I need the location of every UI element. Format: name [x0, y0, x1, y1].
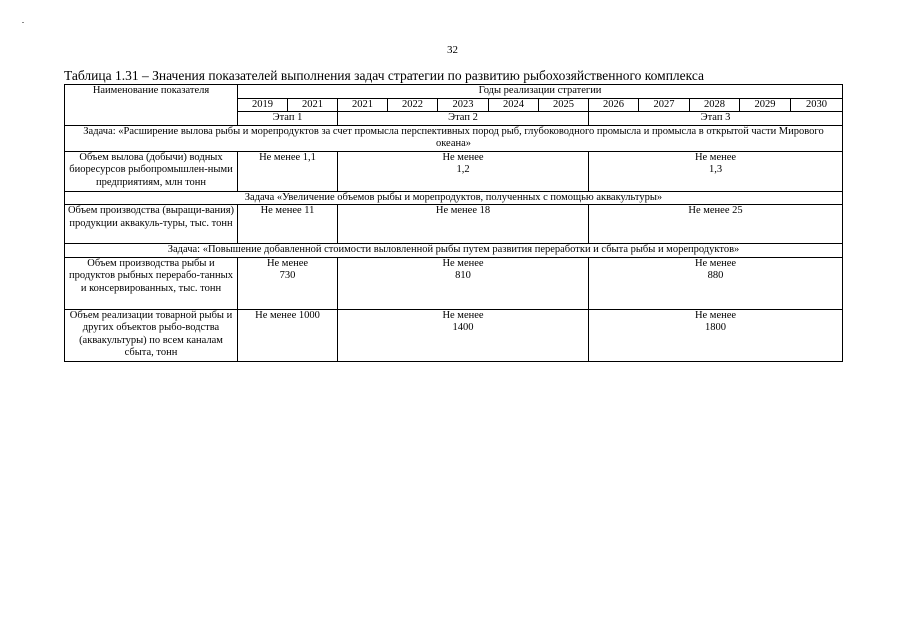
year-cell: 2029 [740, 98, 791, 112]
stage-1-value: Не менее 1000 [238, 309, 338, 361]
indicator-name: Объем производства (выращи-вания) продукции аквакуль-туры, тыс. тонн [65, 205, 238, 244]
stage-1-header: Этап 1 [238, 112, 338, 126]
table-row [65, 151, 843, 191]
stage-3-value: Не менее 1,3 [589, 151, 843, 191]
year-cell: 2026 [589, 98, 639, 112]
indicator-name: Объем реализации товарной рыбы и других объектов рыбо-водства (аквакультуры) по всем каналам сбыта, тонн [65, 309, 238, 361]
stage-2-value: Не менее 1,2 [338, 151, 589, 191]
year-cell: 2023 [438, 98, 489, 112]
indicator-col-header: Наименование показателя [65, 85, 238, 126]
stage-2-value: Не менее 1400 [338, 309, 589, 361]
table-row [65, 205, 843, 244]
year-cell: 2021 [338, 98, 388, 112]
stage-3-value: Не менее 25 [589, 205, 843, 244]
stage-3-value: Не менее 880 [589, 257, 843, 309]
table-caption: Таблица 1.31 – Значения показателей выполнения задач стратегии по развитию рыбохозяйственного комплекса [64, 68, 705, 83]
stage-1-value: Не менее 11 [238, 205, 338, 244]
stage-1-value: Не менее 1,1 [238, 151, 338, 191]
year-cell: 2022 [388, 98, 438, 112]
year-cell: 2025 [539, 98, 589, 112]
year-cell: 2024 [489, 98, 539, 112]
year-cell: 2030 [791, 98, 843, 112]
task-label: Задача: «Расширение вылова рыбы и морепродуктов за счет промысла перспективных пород рыб, глубоководного промысла и промысла в открытой части Мирового океана» [65, 125, 843, 151]
stage-3-header: Этап 3 [589, 112, 843, 126]
task-label: Задача: «Повышение добавленной стоимости выловленной рыбы путем развития переработки и сбыта рыбы и морепродуктов» [65, 244, 843, 258]
indicators-table [64, 84, 843, 362]
table-row [65, 257, 843, 309]
stage-2-value: Не менее 810 [338, 257, 589, 309]
task-label: Задача «Увеличение объемов рыбы и морепродуктов, полученных с помощью аквакультуры» [65, 191, 843, 205]
year-cell: 2019 [238, 98, 288, 112]
years-title: Годы реализации стратегии [238, 85, 843, 99]
year-cell: 2021 [288, 98, 338, 112]
stage-1-value: Не менее 730 [238, 257, 338, 309]
year-cell: 2027 [639, 98, 690, 112]
indicator-name: Объем вылова (добычи) водных биоресурсов рыбопромышлен-ными предприятиям, млн тонн [65, 151, 238, 191]
stage-2-value: Не менее 18 [338, 205, 589, 244]
task-row [65, 191, 843, 205]
year-cell: 2028 [690, 98, 740, 112]
stage-2-header: Этап 2 [338, 112, 589, 126]
table-row [65, 309, 843, 361]
header-row-title [65, 85, 843, 99]
scan-mark [22, 22, 24, 23]
task-row [65, 244, 843, 258]
page-number: 32 [447, 44, 458, 56]
stage-3-value: Не менее 1800 [589, 309, 843, 361]
indicator-name: Объем производства рыбы и продуктов рыбных перерабо-танных и консервированных, тыс. тонн [65, 257, 238, 309]
task-row [65, 125, 843, 151]
